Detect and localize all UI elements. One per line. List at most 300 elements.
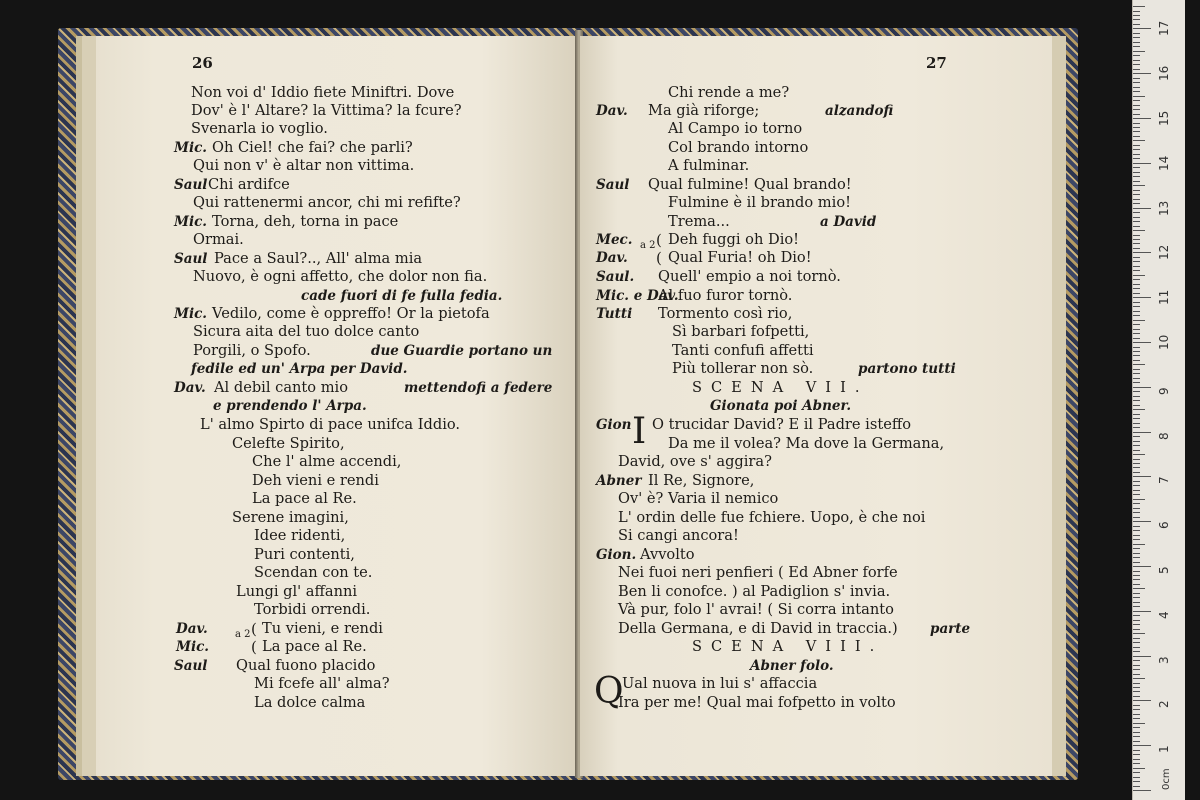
ruler-tick <box>1133 355 1140 356</box>
ruler-tick <box>1133 329 1140 330</box>
ruler-tick <box>1133 24 1140 25</box>
right-page <box>580 36 1052 776</box>
ruler-tick <box>1133 311 1140 312</box>
drop-cap: Q <box>594 671 624 712</box>
ruler-tick <box>1133 467 1140 468</box>
ruler-tick <box>1133 320 1145 321</box>
ruler-tick <box>1133 409 1145 410</box>
a2-mark: a 2 <box>235 629 251 640</box>
ruler-number: 8 <box>1157 431 1171 440</box>
verse-line: Al debil canto mio <box>214 379 348 396</box>
verse-line: La dolce calma <box>254 694 366 711</box>
speaker-name: Mec. <box>596 232 633 248</box>
ruler-tick <box>1133 566 1151 567</box>
ruler-tick <box>1133 28 1151 29</box>
ruler-tick <box>1133 158 1140 159</box>
ruler-tick <box>1133 60 1140 61</box>
ruler-tick <box>1133 463 1140 464</box>
ruler-tick <box>1133 548 1140 549</box>
ruler-tick <box>1133 167 1140 168</box>
ruler-number: 7 <box>1157 476 1171 485</box>
ruler-tick <box>1133 714 1140 715</box>
ruler-tick <box>1133 163 1151 164</box>
verse-line: Scendan con te. <box>254 564 373 581</box>
ruler-tick <box>1133 557 1140 558</box>
ruler-tick <box>1133 279 1140 280</box>
ruler-tick <box>1133 19 1140 20</box>
ruler-tick <box>1133 732 1140 733</box>
ruler-tick <box>1133 642 1140 643</box>
ruler-tick <box>1133 745 1151 746</box>
verse-line: Non voi d' Iddio fiete Miniftri. Dove <box>191 84 455 101</box>
ruler-tick <box>1133 105 1140 106</box>
ruler-tick <box>1133 750 1140 751</box>
speaker-name: Saul <box>596 177 630 193</box>
ruler-tick <box>1133 324 1140 325</box>
left-page <box>96 36 578 776</box>
ruler-tick <box>1133 15 1140 16</box>
verse-line: Ma già riforge; <box>648 102 760 119</box>
ruler-tick <box>1133 87 1140 88</box>
stage-direction: partono tutti <box>858 361 956 377</box>
ruler-tick <box>1133 709 1140 710</box>
ruler-number: 4 <box>1157 611 1171 619</box>
verse-line: A fulminar. <box>668 157 750 174</box>
ruler-tick <box>1133 190 1140 191</box>
speaker-name: Mic. <box>176 639 209 655</box>
ruler-tick <box>1133 432 1151 433</box>
verse-line: Nuovo, è ogni affetto, che dolor non fia. <box>193 268 488 285</box>
ruler-tick <box>1133 226 1140 227</box>
verse-line: Ben li conofce. ) al Padiglion s' invia. <box>618 583 891 600</box>
ruler-number: 16 <box>1157 65 1171 82</box>
ruler-tick <box>1133 450 1140 451</box>
a2-mark: a 2 <box>640 240 656 251</box>
ruler-tick <box>1133 597 1140 598</box>
ruler-tick <box>1133 553 1140 554</box>
ruler-tick <box>1133 696 1140 697</box>
ruler-tick <box>1133 221 1140 222</box>
ruler-tick <box>1133 212 1140 213</box>
ruler-tick <box>1133 73 1151 74</box>
verse-line: Vedilo, come è oppreffo! Or la pietofa <box>212 305 490 322</box>
ruler-tick <box>1133 400 1140 401</box>
speaker-name: Dav. <box>176 621 208 637</box>
ruler-number: 9 <box>1157 387 1171 395</box>
ruler-tick <box>1133 364 1145 365</box>
speaker-name: Gion. <box>596 547 637 563</box>
ruler-tick <box>1133 64 1140 65</box>
stage-direction: alzandofi <box>825 103 894 119</box>
ruler-tick <box>1133 199 1140 200</box>
ruler-tick <box>1133 284 1140 285</box>
ruler-tick <box>1133 669 1140 670</box>
ruler-tick <box>1133 781 1140 782</box>
ruler-tick <box>1133 418 1140 419</box>
speaker-name: Saul <box>174 658 208 674</box>
ruler-tick <box>1133 727 1140 728</box>
ruler-tick <box>1133 149 1140 150</box>
ruler-tick <box>1133 683 1140 684</box>
measurement-ruler <box>1132 0 1185 800</box>
verse-line: La pace al Re. <box>252 490 357 507</box>
ruler-number: 1 <box>1157 745 1171 754</box>
ruler-tick <box>1133 69 1140 70</box>
stage-direction: due Guardie portano un <box>371 343 553 359</box>
ruler-tick <box>1133 176 1140 177</box>
ruler-tick <box>1133 544 1145 545</box>
brace-glyph: ( <box>251 620 257 638</box>
ruler-tick <box>1133 217 1140 218</box>
ruler-tick <box>1133 338 1140 339</box>
ruler-tick <box>1133 145 1140 146</box>
verse-line: David, ove s' aggira? <box>618 453 772 470</box>
ruler-tick <box>1133 562 1140 563</box>
ruler-tick <box>1133 405 1140 406</box>
ruler-tick <box>1133 638 1140 639</box>
ruler-tick <box>1133 651 1140 652</box>
ruler-tick <box>1133 172 1140 173</box>
ruler-tick <box>1133 261 1140 262</box>
ruler-tick <box>1133 373 1140 374</box>
ruler-tick <box>1133 46 1140 47</box>
ruler-tick <box>1133 441 1140 442</box>
ruler-number: 17 <box>1157 21 1171 37</box>
ruler-tick <box>1133 539 1140 540</box>
verse-line: Quell' empio a noi tornò. <box>658 268 841 285</box>
ruler-tick <box>1133 235 1140 236</box>
scene-heading: SCENA VII. <box>692 379 869 396</box>
verse-line: Il Re, Signore, <box>648 472 755 489</box>
ruler-tick <box>1133 508 1140 509</box>
verse-line: Chi ardifce <box>208 176 290 193</box>
speaker-name: Saul <box>174 177 208 193</box>
stage-direction: e prendendo l' Arpa. <box>213 398 367 414</box>
ruler-tick <box>1133 481 1140 482</box>
ruler-tick <box>1133 127 1140 128</box>
ruler-number: 13 <box>1157 200 1171 216</box>
ruler-tick <box>1133 306 1140 307</box>
ruler-tick <box>1133 718 1140 719</box>
ruler-tick <box>1133 342 1151 343</box>
verse-line: Col brando intorno <box>668 139 809 156</box>
ruler-tick <box>1133 602 1140 603</box>
verse-line: Da me il volea? Ma dove la Germana, <box>668 435 945 452</box>
verse-line: La pace al Re. <box>262 638 367 655</box>
ruler-tick <box>1133 136 1140 137</box>
stage-direction: mettendofi a federe <box>404 380 553 396</box>
verse-line: L' almo Spirto di pace unifca Iddio. <box>200 416 461 433</box>
ruler-tick <box>1133 777 1140 778</box>
speaker-name: Tutti <box>596 306 633 322</box>
verse-line: Avvolto <box>640 546 695 563</box>
ruler-tick <box>1133 490 1140 491</box>
verse-line: Chi rende a me? <box>668 84 790 101</box>
verse-line: Della Germana, e di David in traccia.) <box>618 620 898 637</box>
brace-glyph: ( <box>656 231 662 249</box>
ruler-tick <box>1133 633 1145 634</box>
ruler-tick <box>1133 333 1140 334</box>
verse-line: Tanti confufi affetti <box>672 342 814 359</box>
ruler-tick <box>1133 512 1140 513</box>
speaker-name: Saul. <box>596 269 635 285</box>
ruler-tick <box>1133 476 1151 477</box>
stage-direction: fedile ed un' Arpa per David. <box>191 361 408 377</box>
ruler-tick <box>1133 100 1140 101</box>
ruler-tick <box>1133 656 1151 657</box>
page-number: 27 <box>926 54 947 72</box>
ruler-tick <box>1133 526 1140 527</box>
ruler-tick <box>1133 436 1140 437</box>
ruler-tick <box>1133 414 1140 415</box>
brace-glyph: ( <box>656 249 662 267</box>
ruler-tick <box>1133 700 1151 701</box>
ruler-tick <box>1133 606 1140 607</box>
ruler-tick <box>1133 396 1140 397</box>
verse-line: Oh Ciel! che fai? che parli? <box>212 139 413 156</box>
verse-line: Puri contenti, <box>254 546 355 563</box>
stage-direction: Gionata poi Abner. <box>710 398 852 414</box>
ruler-tick <box>1133 239 1140 240</box>
ruler-tick <box>1133 741 1140 742</box>
verse-line: Ormai. <box>193 231 244 248</box>
ruler-unit-label: 0cm <box>1161 768 1172 790</box>
ruler-tick <box>1133 620 1140 621</box>
ruler-tick <box>1133 302 1140 303</box>
ruler-tick <box>1133 387 1151 388</box>
ruler-tick <box>1133 723 1145 724</box>
ruler-tick <box>1133 351 1140 352</box>
ruler-tick <box>1133 584 1140 585</box>
verse-line: Sicura aita del tuo dolce canto <box>193 323 420 340</box>
ruler-tick <box>1133 615 1140 616</box>
ruler-tick <box>1133 579 1140 580</box>
verse-line: Celefte Spirito, <box>232 435 345 452</box>
ruler-tick <box>1133 611 1151 612</box>
speaker-name: Mic. <box>174 306 207 322</box>
verse-line: Tormento così rio, <box>658 305 793 322</box>
speaker-name: Dav. <box>596 103 628 119</box>
ruler-tick <box>1133 288 1140 289</box>
ruler-tick <box>1133 391 1140 392</box>
ruler-tick <box>1133 624 1140 625</box>
brace-glyph: ( <box>251 638 257 656</box>
ruler-number: 5 <box>1157 566 1171 574</box>
ruler-number: 15 <box>1157 110 1171 126</box>
ruler-number: 14 <box>1157 155 1171 171</box>
ruler-tick <box>1133 123 1140 124</box>
ruler-tick <box>1133 257 1140 258</box>
verse-line: Trema... <box>668 213 730 230</box>
ruler-tick <box>1133 275 1145 276</box>
verse-line: Lungi gl' affanni <box>236 583 358 600</box>
ruler-tick <box>1133 347 1140 348</box>
speaker-name: Saul <box>174 251 208 267</box>
ruler-tick <box>1133 252 1151 253</box>
ruler-tick <box>1133 499 1145 500</box>
ruler-tick <box>1133 763 1140 764</box>
verse-line: Qual fulmine! Qual brando! <box>648 176 852 193</box>
ruler-number: 2 <box>1157 700 1171 709</box>
ruler-tick <box>1133 629 1140 630</box>
ruler-tick <box>1133 691 1140 692</box>
verse-line: Che l' alme accendi, <box>252 453 402 470</box>
ruler-tick <box>1133 11 1140 12</box>
ruler-tick <box>1133 754 1140 755</box>
ruler-tick <box>1133 131 1140 132</box>
ruler-tick <box>1133 674 1140 675</box>
verse-line: Và pur, folo l' avrai! ( Si corra intanto <box>618 601 894 618</box>
speaker-name: Mic. <box>174 140 207 156</box>
speaker-name: Dav. <box>596 250 628 266</box>
ruler-tick <box>1133 140 1145 141</box>
ruler-tick <box>1133 248 1140 249</box>
verse-line: Pace a Saul?.., All' alma mia <box>214 250 423 267</box>
ruler-tick <box>1133 472 1140 473</box>
ruler-tick <box>1133 96 1145 97</box>
ruler-tick <box>1133 687 1140 688</box>
ruler-tick <box>1133 82 1140 83</box>
verse-line: Porgili, o Spofo. <box>193 342 311 359</box>
ruler-tick <box>1133 535 1140 536</box>
verse-line: Si cangi ancora! <box>618 527 739 544</box>
ruler-tick <box>1133 790 1151 791</box>
verse-line: Qui rattenermi ancor, chi mi refifte? <box>193 194 461 211</box>
ruler-tick <box>1133 208 1151 209</box>
ruler-number: 6 <box>1157 521 1171 530</box>
ruler-tick <box>1133 759 1140 760</box>
ruler-tick <box>1133 51 1145 52</box>
verse-line: Ual nuova in lui s' affaccia <box>622 675 818 692</box>
ruler-tick <box>1133 705 1140 706</box>
ruler-tick <box>1133 37 1140 38</box>
verse-line: Più tollerar non sò. <box>672 360 814 377</box>
ruler-tick <box>1133 786 1140 787</box>
verse-line: Deh vieni e rendi <box>252 472 379 489</box>
ruler-tick <box>1133 78 1140 79</box>
verse-line: Deh fuggi oh Dio! <box>668 231 800 248</box>
ruler-tick <box>1133 360 1140 361</box>
ruler-tick <box>1133 266 1140 267</box>
ruler-tick <box>1133 588 1145 589</box>
verse-line: Serene imagini, <box>232 509 349 526</box>
ruler-tick <box>1133 593 1140 594</box>
speaker-name: Mic. <box>174 214 207 230</box>
ruler-tick <box>1133 517 1140 518</box>
ruler-tick <box>1133 230 1145 231</box>
ruler-tick <box>1133 647 1140 648</box>
speaker-name: Mic. e Dav. <box>596 288 679 304</box>
ruler-tick <box>1133 459 1140 460</box>
stage-direction: parte <box>930 621 971 637</box>
ruler-tick <box>1133 118 1151 119</box>
ruler-tick <box>1133 382 1140 383</box>
ruler-tick <box>1133 297 1151 298</box>
verse-line: Mi fcefe all' alma? <box>254 675 390 692</box>
ruler-tick <box>1133 315 1140 316</box>
ruler-tick <box>1133 378 1140 379</box>
ruler-number: 11 <box>1157 289 1171 306</box>
ruler-tick <box>1133 503 1140 504</box>
verse-line: Dov' è l' Altare? la Vittima? la fcure? <box>191 102 462 119</box>
verse-line: Nei fuoi neri penfieri ( Ed Abner forfe <box>618 564 898 581</box>
stage-direction: Abner folo. <box>750 658 834 674</box>
ruler-tick <box>1133 427 1140 428</box>
verse-line: Svenarla io voglio. <box>191 120 328 137</box>
verse-line: Ov' è? Varia il nemico <box>618 490 779 507</box>
verse-line: Idee ridenti, <box>254 527 346 544</box>
ruler-tick <box>1133 530 1140 531</box>
ruler-tick <box>1133 485 1140 486</box>
verse-line: Torbidi orrendi. <box>254 601 371 618</box>
ruler-tick <box>1133 423 1140 424</box>
stage-direction: cade fuori di fe fulla fedia. <box>301 288 503 304</box>
ruler-tick <box>1133 571 1140 572</box>
ruler-tick <box>1133 665 1140 666</box>
speaker-name: Gion <box>596 417 632 433</box>
ruler-tick <box>1133 575 1140 576</box>
verse-line: Qual Furia! oh Dio! <box>668 249 812 266</box>
ruler-tick <box>1133 678 1145 679</box>
ruler-tick <box>1133 55 1140 56</box>
verse-line: Sì barbari fofpetti, <box>672 323 810 340</box>
ruler-tick <box>1133 270 1140 271</box>
ruler-tick <box>1133 185 1145 186</box>
ruler-number: 10 <box>1157 334 1171 350</box>
ruler-tick <box>1133 154 1140 155</box>
ruler-tick <box>1133 33 1140 34</box>
ruler-tick <box>1133 91 1140 92</box>
verse-line: Qui non v' è altar non vittima. <box>193 157 415 174</box>
ruler-tick <box>1133 772 1140 773</box>
ruler-tick <box>1133 243 1140 244</box>
ruler-tick <box>1133 445 1140 446</box>
ruler-number: 12 <box>1157 245 1171 261</box>
ruler-tick <box>1133 736 1140 737</box>
ruler-tick <box>1133 494 1140 495</box>
verse-line: Qual fuono placido <box>236 657 376 674</box>
ruler-tick <box>1133 42 1140 43</box>
ruler-tick <box>1133 6 1145 7</box>
scene-heading: SCENA VIII. <box>692 638 884 655</box>
ruler-tick <box>1133 181 1140 182</box>
verse-line: O trucidar David? E il Padre isteffo <box>652 416 911 433</box>
ruler-tick <box>1133 203 1140 204</box>
verse-line: Torna, deh, torna in pace <box>212 213 399 230</box>
ruler-tick <box>1133 768 1145 769</box>
ruler-tick <box>1133 109 1140 110</box>
verse-line: Al fuo furor tornò. <box>658 287 793 304</box>
ruler-tick <box>1133 114 1140 115</box>
stage-direction: a David <box>820 214 877 230</box>
page-number: 26 <box>192 54 213 72</box>
ruler-number: 3 <box>1157 655 1171 664</box>
ruler-tick <box>1133 660 1140 661</box>
ruler-tick <box>1133 369 1140 370</box>
speaker-name: Dav. <box>174 380 206 396</box>
ruler-tick <box>1133 293 1140 294</box>
speaker-name: Abner <box>596 473 642 489</box>
ruler-tick <box>1133 454 1145 455</box>
verse-line: Ira per me! Qual mai fofpetto in volto <box>618 694 896 711</box>
ruler-tick <box>1133 521 1151 522</box>
verse-line: L' ordin delle fue fchiere. Uopo, è che noi <box>618 509 926 526</box>
drop-cap: I <box>632 411 647 452</box>
verse-line: Tu vieni, e rendi <box>262 620 383 637</box>
verse-line: Fulmine è il brando mio! <box>668 194 851 211</box>
verse-line: Al Campo io torno <box>668 120 803 137</box>
ruler-tick <box>1133 194 1140 195</box>
